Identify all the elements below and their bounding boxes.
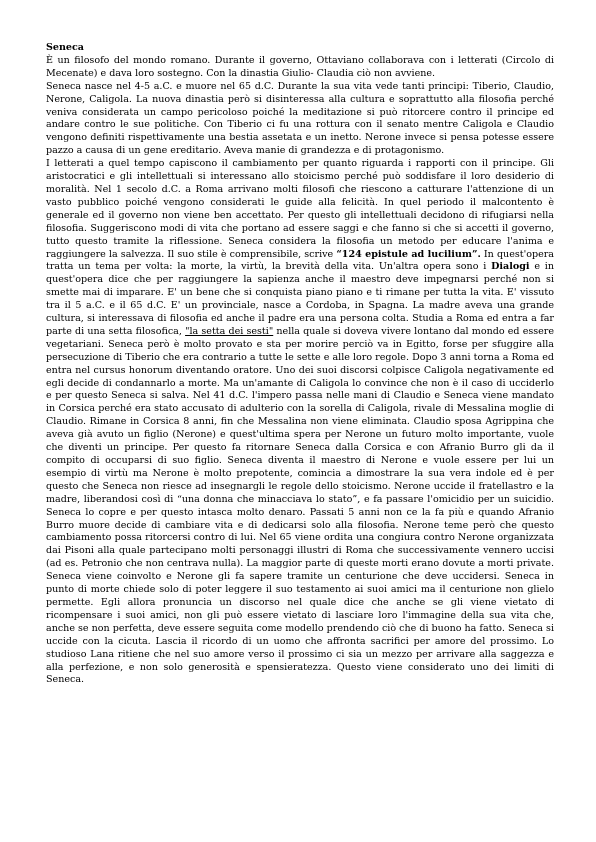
paragraph-text: e in quest'opera dice che per raggiungere la sapienza anche il maestro deve impegnarsi perché non si smette mai di imparare. E' un bene che si conquista piano piano e ti rimane per tutta la vita. E' vissuto tra il 5 a.C. e il 65 d.C. E' un provinciale, nasce a Cordoba, in Spagna. La madre aveva una grande cultura, si interessava di filosofia ed anche il padre era una persona colta. Studia a Roma ed entra a far parte di una setta filosofica, [46, 261, 555, 337]
document-title: Seneca [46, 42, 84, 53]
work-title-dialogi: Dialogi [491, 261, 530, 273]
paragraph-text: nella quale si doveva vivere lontano dal mondo ed essere vegetariani. Seneca però è molto provato e sta per morire perciò va in Egitto, forse per sfuggire alla persecuzione di Tiberio che era contrario a tutte le sette e alle loro regole. Dopo 3 anni torna a Roma ed entra nel cursus honorum diventando oratore. Uno dei suoi discorsi colpisce Caligola negativamente ed egli decide di condannarlo a morte. Ma un'amante di Caligola lo convince che non è il caso di ucciderlo e per questo Seneca si salva. Nel 41 d.C. l'impero passa nelle mani di Claudio e Seneca viene mandato in Corsica perché era stato accusato di adulterio con la sorella di Caligola, rivale di Messalina moglie di Claudio. Rimane in Corsica 8 anni, fin che Messalina non viene eliminata. Claudio sposa Agrippina che aveva già avuto un figlio (Nerone) e quest'ultima spera per Nerone un futuro molto importante, vuole che diventi un principe. Per questo fa ritornare Seneca dalla Corsica e con Afranio Burro gli da il compito di occuparsi di suo figlio. Seneca diventa il maestro di Nerone e vuole essere per lui un esempio di virtù ma Nerone è molto prepotente, comincia a dimostrare la sua vera indole ed è per questo che Seneca non riesce ad insegnargli le regole dello stoicismo. Nerone uccide il fratellastro e la madre, liberandosi così di “una donna che minacciava lo stato”, e fa passare l'omicidio per un suicidio. Seneca lo copre e per questo intasca molto denaro. Passati 5 anni non ce la fa più e quando Afranio Burro muore decide di cambiare vita e di dedicarsi solo alla filosofia. Nerone teme però che questo cambiamento possa ritorcersi contro di lui. Nel 65 viene ordita una congiura contro Nerone organizzata dai Pisoni alla quale partecipano molti personaggi illustri di Roma che successivamente vennero uccisi (ad es. Petronio che non centrava nulla). La maggior parte di queste morti erano dovute a morti private. Seneca viene coinvolto e Nerone gli fa sapere tramite un centurione che deve uccidersi. Seneca in punto di morte chiede solo di poter leggere il suo testamento ai suoi amici ma il centurione non glielo permette. Egli allora pronuncia un discorso nel quale dice che anche se gli viene vietato di ricompensare i suoi amici, non gli può essere vietato di lasciare loro l'immagine della sua vita che, anche se non perfetta, deve essere seguita come modello prendendo ciò che di buono ha fatto. Seneca si uccide con la cicuta. Lascia il ricordo di un uomo che affronta sacrifici per amore del prossimo. Lo studioso Lana ritiene che nel suo amore verso il prossimo ci sia un mezzo per arrivare alla saggezza e alla perfezione, e non solo generosità e spensieratezza. Questo viene considerato uno dei limiti di Seneca. [46, 325, 555, 686]
document-page [46, 42, 554, 687]
work-title-epistulae: “124 epistule ad lucilium”. [336, 248, 481, 260]
paragraph-intro: È un filosofo del mondo romano. Durante il governo, Ottaviano collaborava con i letterati (Circolo di Mecenate) e dava loro sostegno. Con la dinastia Giulio- Claudia ciò non avviene. [46, 54, 554, 79]
paragraph-biography: Seneca nasce nel 4-5 a.C. e muore nel 65 d.C. Durante la sua vita vede tanti principi: Tiberio, Claudio, Nerone, Caligola. La nuova dinastia però si disinteressa alla cultura e soprattutto alla filosofia perché veniva considerata un campo pericoloso poiché la meditazione si può ritorcere contro il principe ed andare contro le sue politiche. Con Tiberio ci fu una rottura con il senato mentre Caligola e Claudio vengono definiti rispettivamente una bestia assetata e un inetto. Nerone invece si pensa potesse essere pazzo a causa di un gene ereditario. Aveva manie di grandezza e di protagonismo. [46, 80, 554, 157]
sect-name: "la setta dei sesti" [185, 325, 274, 337]
paragraph-philosophy [46, 158, 554, 687]
paragraph-text: In quest'opera tratta un tema per volta: la morte, la virtù, la brevità della vita. Un'altra opera sono i [46, 248, 554, 273]
paragraph-text: I letterati a quel tempo capiscono il cambiamento per quanto riguarda i rapporti con il principe. Gli aristocratici e gli intellettuali si interessano allo stoicismo perché può soddisfare il loro desiderio di moralità. Nel 1 secolo d.C. a Roma arrivano molti filosofi che riescono a catturare l'attenzione di un vasto pubblico poiché vengono considerati le guide alla felicità. In quel periodo il malcontento è generale ed il governo non viene ben accettato. Per questo gli intellettuali decidono di rifugiarsi nella filosofia. Suggeriscono modi di vita che portano ad essere saggi e che fanno si che si accetti il governo, tutto questo tramite la riflessione. Seneca considera la filosofia un metodo per educare l'anima e raggiungere la salvezza. Il suo stile è comprensibile, scrive [46, 158, 554, 260]
